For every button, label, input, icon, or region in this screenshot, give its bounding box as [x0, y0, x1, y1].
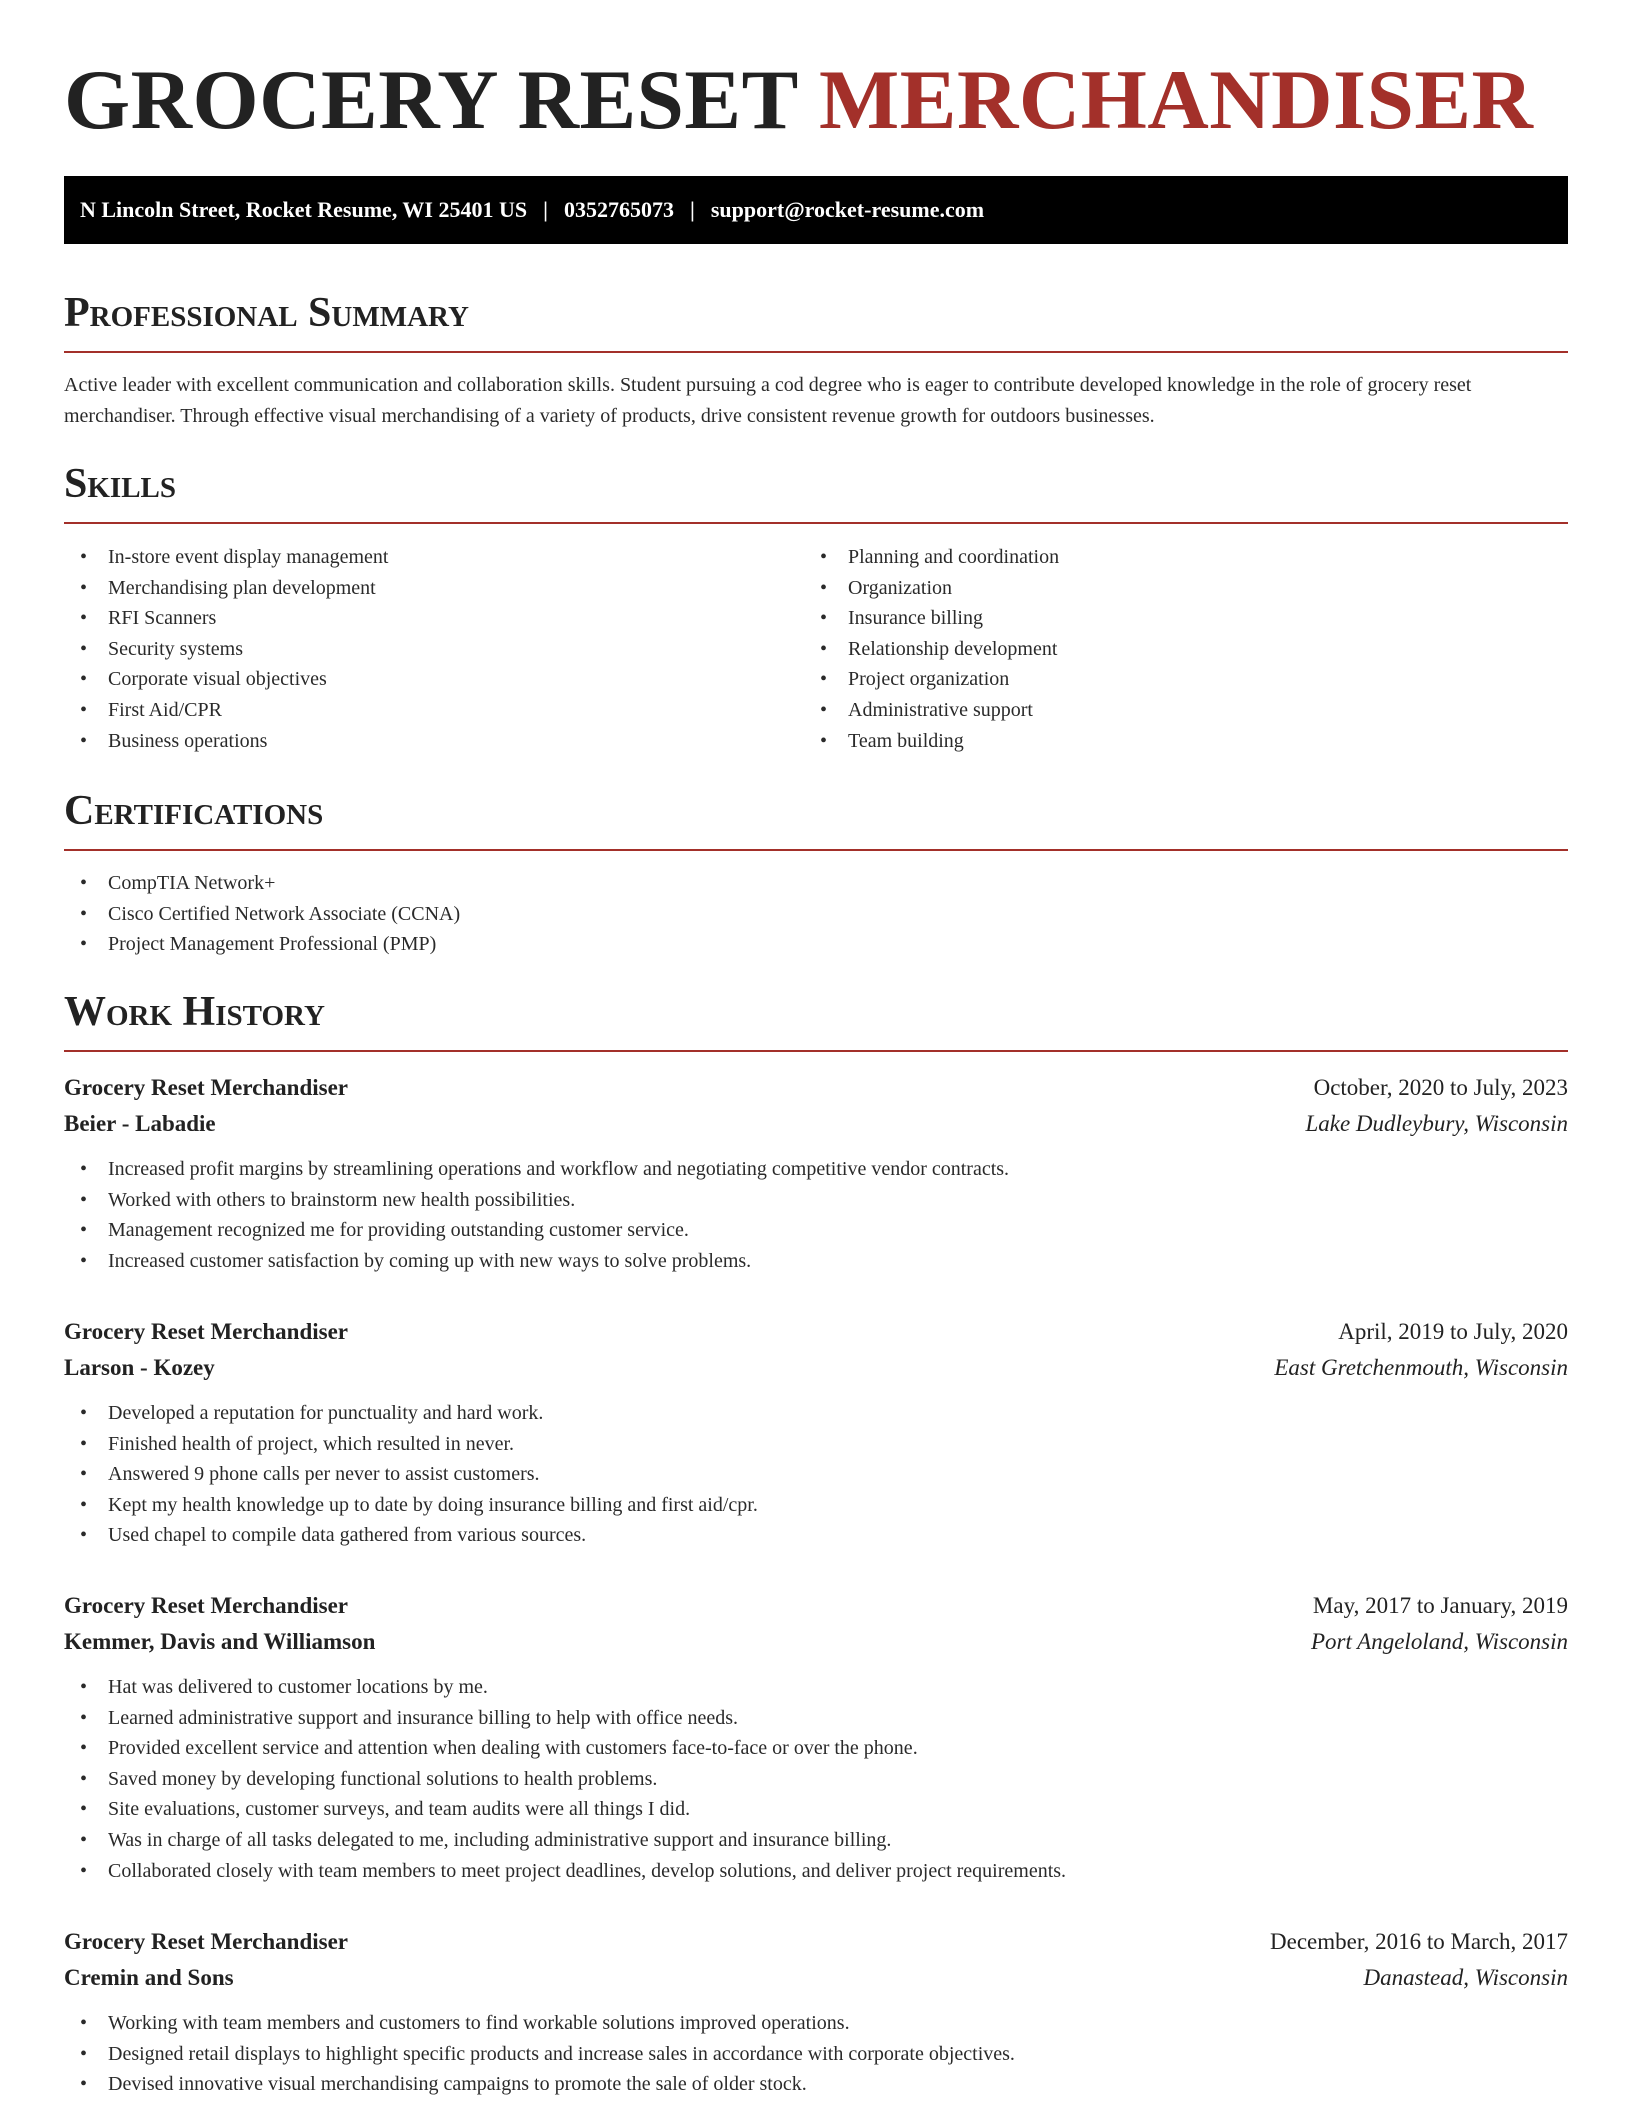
summary-text: Active leader with excellent communication and collaboration skills. Student pursuing a cod degree who is eager to contribute developed knowledge in the role of grocery reset merchandiser. Through effective visual merchandising of a variety of products, drive consistent revenue growth for outdoors businesses.	[64, 374, 1472, 427]
job-bullet: • Used chapel to compile data gathered from various sources.	[64, 1520, 1568, 1551]
job-dates: October, 2020 to July, 2023	[1313, 1075, 1568, 1100]
job-company: Kemmer, Davis and Williamson	[64, 1629, 376, 1654]
job-bullet: • Site evaluations, customer surveys, and team audits were all things I did.	[64, 1794, 1568, 1825]
summary-heading: Professional Summary	[64, 292, 1568, 353]
contact-address: N Lincoln Street, Rocket Resume, WI 25401 US	[80, 197, 528, 222]
job-bullet: • Hat was delivered to customer locations by me.	[64, 1672, 1568, 1703]
job-company: Cremin and Sons	[64, 1965, 234, 1990]
job-bullet: • Saved money by developing functional solutions to health problems.	[64, 1764, 1568, 1795]
certification-item: • Project Management Professional (PMP)	[64, 929, 1568, 960]
job-dates: May, 2017 to January, 2019	[1312, 1593, 1568, 1618]
skill-item: • Team building	[804, 726, 1544, 757]
skill-item: • Administrative support	[804, 695, 1544, 726]
job-entry	[64, 1924, 1568, 2100]
contact-email[interactable]: support@rocket-resume.com	[710, 197, 985, 222]
job-title: Grocery Reset Merchandiser	[64, 1319, 348, 1344]
job-bullet: • Developed a reputation for punctuality and hard work.	[64, 1398, 1568, 1429]
job-bullets	[64, 1672, 1568, 1886]
skill-item: • Planning and coordination	[804, 542, 1544, 573]
job-dates: December, 2016 to March, 2017	[1270, 1929, 1568, 1954]
job-location: Lake Dudleybury, Wisconsin	[1305, 1111, 1568, 1136]
job-company: Beier - Labadie	[64, 1111, 216, 1136]
job-bullet: • Collaborated closely with team members to meet project deadlines, develop solutions, and deliver project requirements.	[64, 1856, 1568, 1887]
skill-item: • In-store event display management	[64, 542, 804, 573]
job-entry	[64, 1070, 1568, 1276]
job-bullet: • Was in charge of all tasks delegated to me, including administrative support and insurance billing.	[64, 1825, 1568, 1856]
certifications-heading: Certifications	[64, 790, 1568, 851]
skill-item: • Relationship development	[804, 634, 1544, 665]
job-bullet: • Answered 9 phone calls per never to assist customers.	[64, 1459, 1568, 1490]
contact-bar	[64, 176, 1568, 244]
skill-item: • Corporate visual objectives	[64, 664, 804, 695]
job-title: Grocery Reset Merchandiser	[64, 1929, 348, 1954]
job-company: Larson - Kozey	[64, 1355, 215, 1380]
job-company-row	[64, 1624, 1568, 1660]
skill-item: • Security systems	[64, 634, 804, 665]
skills-heading: Skills	[64, 463, 1568, 524]
job-bullets	[64, 1154, 1568, 1276]
skill-item: • First Aid/CPR	[64, 695, 804, 726]
job-company-row	[64, 1960, 1568, 1996]
work-history-heading: Work History	[64, 991, 1568, 1052]
job-entry	[64, 1314, 1568, 1551]
job-bullets	[64, 1398, 1568, 1551]
job-location: Danastead, Wisconsin	[1363, 1965, 1568, 1990]
certifications-list	[64, 868, 1568, 960]
job-company-row	[64, 1350, 1568, 1386]
job-title: Grocery Reset Merchandiser	[64, 1593, 348, 1618]
job-dates: April, 2019 to July, 2020	[1338, 1319, 1568, 1344]
job-header-row	[64, 1924, 1568, 1960]
job-bullet: • Devised innovative visual merchandising campaigns to promote the sale of older stock.	[64, 2069, 1568, 2100]
certification-item: • Cisco Certified Network Associate (CCNA)	[64, 899, 1568, 930]
job-bullet: • Finished health of project, which resulted in never.	[64, 1429, 1568, 1460]
job-bullet: • Kept my health knowledge up to date by doing insurance billing and first aid/cpr.	[64, 1490, 1568, 1521]
name-first: GROCERY RESET	[64, 53, 798, 147]
skill-item: • Merchandising plan development	[64, 573, 804, 604]
job-bullet: • Learned administrative support and insurance billing to help with office needs.	[64, 1703, 1568, 1734]
skill-item: • Insurance billing	[804, 603, 1544, 634]
candidate-name	[64, 53, 1534, 147]
job-bullet: • Worked with others to brainstorm new health possibilities.	[64, 1185, 1568, 1216]
job-bullet: • Designed retail displays to highlight specific products and increase sales in accordance with corporate objectives.	[64, 2039, 1568, 2070]
job-location: Port Angeloland, Wisconsin	[1310, 1629, 1568, 1654]
job-header-row	[64, 1070, 1568, 1106]
certification-item: • CompTIA Network+	[64, 868, 1568, 899]
job-location: East Gretchenmouth, Wisconsin	[1274, 1355, 1568, 1380]
skill-item: • Organization	[804, 573, 1544, 604]
skill-item: • RFI Scanners	[64, 603, 804, 634]
job-header-row	[64, 1314, 1568, 1350]
contact-phone[interactable]: 0352765073	[563, 197, 674, 222]
contact-separator: |	[543, 197, 548, 222]
job-bullet: • Increased customer satisfaction by coming up with new ways to solve problems.	[64, 1246, 1568, 1277]
contact-separator: |	[689, 197, 695, 222]
skills-list-left	[64, 542, 804, 756]
skills-list-right	[804, 542, 1544, 756]
job-bullet: • Increased profit margins by streamlining operations and workflow and negotiating competitive vendor contracts.	[64, 1154, 1568, 1185]
job-bullets	[64, 2008, 1568, 2100]
job-entry	[64, 1588, 1568, 1886]
skill-item: • Project organization	[804, 664, 1544, 695]
job-header-row	[64, 1588, 1568, 1624]
job-bullet: • Provided excellent service and attention when dealing with customers face-to-face or over the phone.	[64, 1733, 1568, 1764]
job-title: Grocery Reset Merchandiser	[64, 1075, 348, 1100]
job-bullet: • Working with team members and customers to find workable solutions improved operations.	[64, 2008, 1568, 2039]
job-company-row	[64, 1106, 1568, 1142]
job-bullet: • Management recognized me for providing outstanding customer service.	[64, 1215, 1568, 1246]
skill-item: • Business operations	[64, 726, 804, 757]
name-last: MERCHANDISER	[819, 53, 1534, 147]
